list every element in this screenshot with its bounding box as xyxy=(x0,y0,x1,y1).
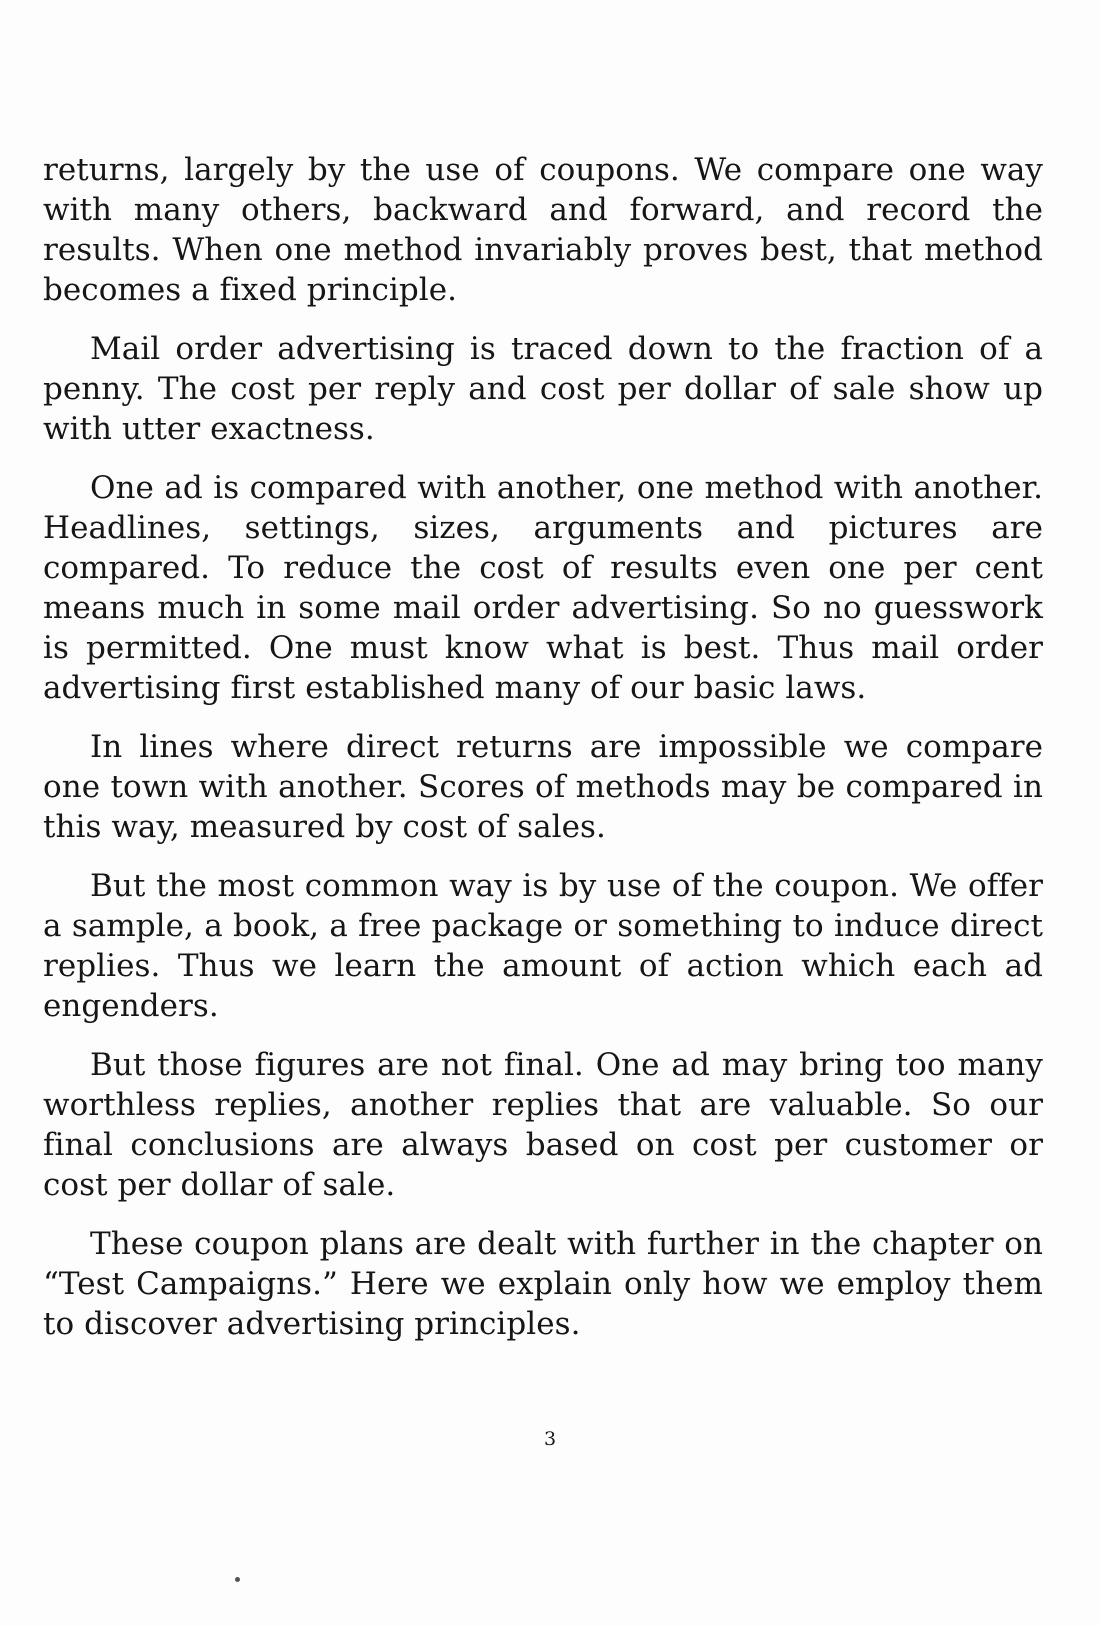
paragraph: returns, largely by the use of coupons. We compare one way with many others, backward and forward, and record the results. When one method invariably proves best, that method becomes a fixed principle. xyxy=(43,152,1043,308)
paragraph: But the most common way is by use of the coupon. We offer a sample, a book, a free package or something to induce direct replies. Thus we learn the amount of action which each ad engenders. xyxy=(43,868,1043,1024)
page-number: 3 xyxy=(543,1428,557,1450)
paragraph: But those figures are not final. One ad may bring too many worthless replies, another replies that are valuable. So our final conclusions are always based on cost per customer or cost per dollar of sale. xyxy=(43,1047,1043,1203)
paragraph: One ad is compared with another, one method with another. Headlines, settings, sizes, arguments and pictures are compared. To reduce the cost of results even one per cent means much in some mail order advertising. So no guesswork is permitted. One must know what is best. Thus mail order advertising first established many of our basic laws. xyxy=(43,470,1043,706)
paragraph: These coupon plans are dealt with further in the chapter on “Test Campaigns.” Here we explain only how we employ them to discover advertising principles. xyxy=(43,1226,1043,1342)
paragraph: In lines where direct returns are impossible we compare one town with another. Scores of methods may be compared in this way, measured by cost of sales. xyxy=(43,729,1043,845)
body-text xyxy=(43,150,1043,1363)
paragraph: Mail order advertising is traced down to the fraction of a penny. The cost per reply and cost per dollar of sale show up with utter exactness. xyxy=(43,331,1043,447)
scan-speck xyxy=(235,1577,240,1582)
